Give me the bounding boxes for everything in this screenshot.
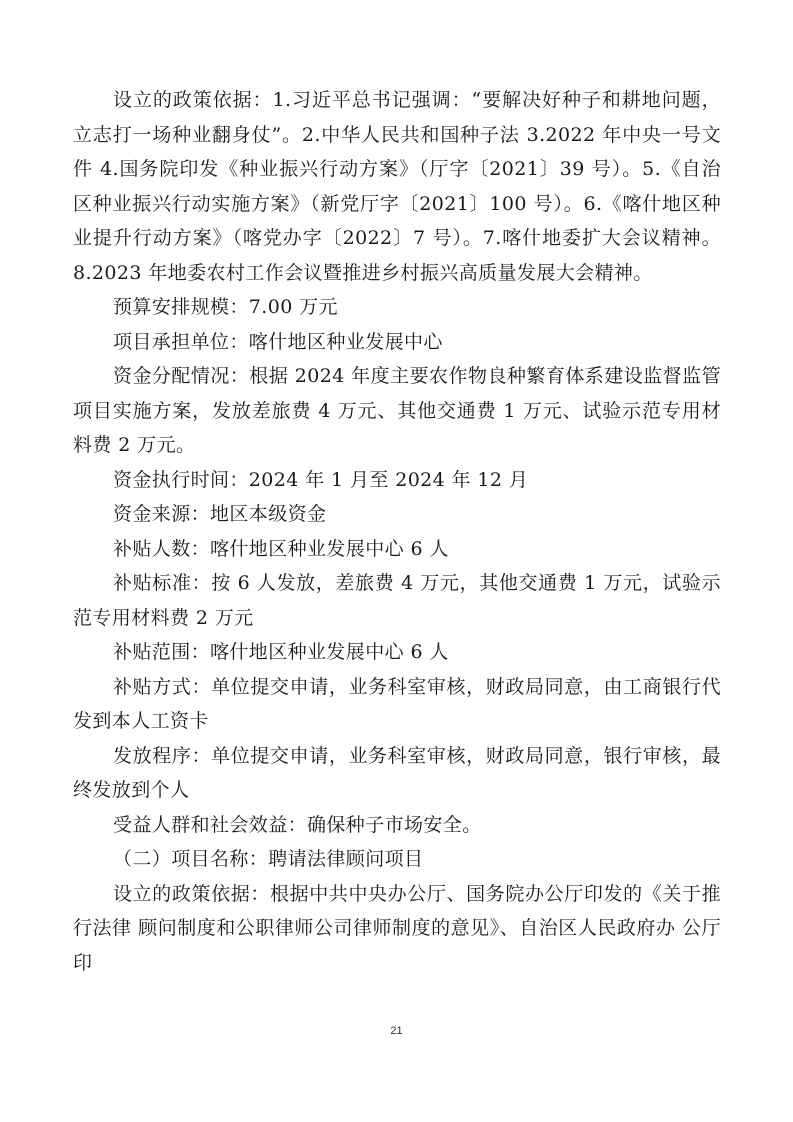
distribution-procedure-paragraph: 发放程序：单位提交申请，业务科室审核，财政局同意，银行审核，最终发放到个人 [73,744,721,801]
subsidy-method-paragraph: 补贴方式：单位提交申请，业务科室审核，财政局同意，由工商银行代发到本人工资卡 [73,675,721,732]
subsidy-standard-paragraph: 补贴标准：按 6 人发放，差旅费 4 万元，其他交通费 1 万元，试验示范专用材料费 2 万元 [73,572,721,629]
document-body [73,83,721,980]
page-number: 21 [390,1025,403,1037]
subsidy-count-paragraph: 补贴人数：喀什地区种业发展中心 6 人 [113,537,449,560]
execution-time-paragraph: 资金执行时间：2024 年 1 月至 2024 年 12 月 [113,468,529,491]
subsidy-scope-paragraph: 补贴范围：喀什地区种业发展中心 6 人 [113,641,449,663]
policy-basis-paragraph: 设立的政策依据：1.习近平总书记强调：“要解决好种子和耕地问题，立志打一场种业翻身仗”。2.中华人民共和国种子法 3.2022 年中央一号文件 4.国务院印发《种业振兴行动方案》（厅字〔2021〕39 号）。5.《自治区种业振兴行动实施方案》（新党厅字〔2021〕100 号）。6.《喀什地区种业提升行动方案》（喀党办字〔2022〕7 号）。7.喀什地委扩大会议精神。8.2023 年地委农村工作会议暨推进乡村振兴高质量发展大会精神。 [73,89,721,284]
section-heading-legal-advisor: （二）项目名称：聘请法律顾问项目 [113,848,424,870]
fund-source-paragraph: 资金来源：地区本级资金 [113,503,327,525]
budget-scale-paragraph: 预算安排规模：7.00 万元 [113,296,338,318]
fund-allocation-paragraph: 资金分配情况：根据 2024 年度主要农作物良种繁育体系建设监督监管项目实施方案，发放差旅费 4 万元、其他交通费 1 万元、试验示范专用材料费 2 万元。 [73,365,721,456]
responsible-unit-paragraph: 项目承担单位：喀什地区种业发展中心 [113,330,443,353]
policy-basis-legal-paragraph: 设立的政策依据：根据中共中央办公厅、国务院办公厅印发的《关于推行法律 顾问制度和公职律师公司律师制度的意见》、自治区人民政府办 公厅印 [73,882,721,974]
beneficiaries-paragraph: 受益人群和社会效益：确保种子市场安全。 [113,813,482,836]
